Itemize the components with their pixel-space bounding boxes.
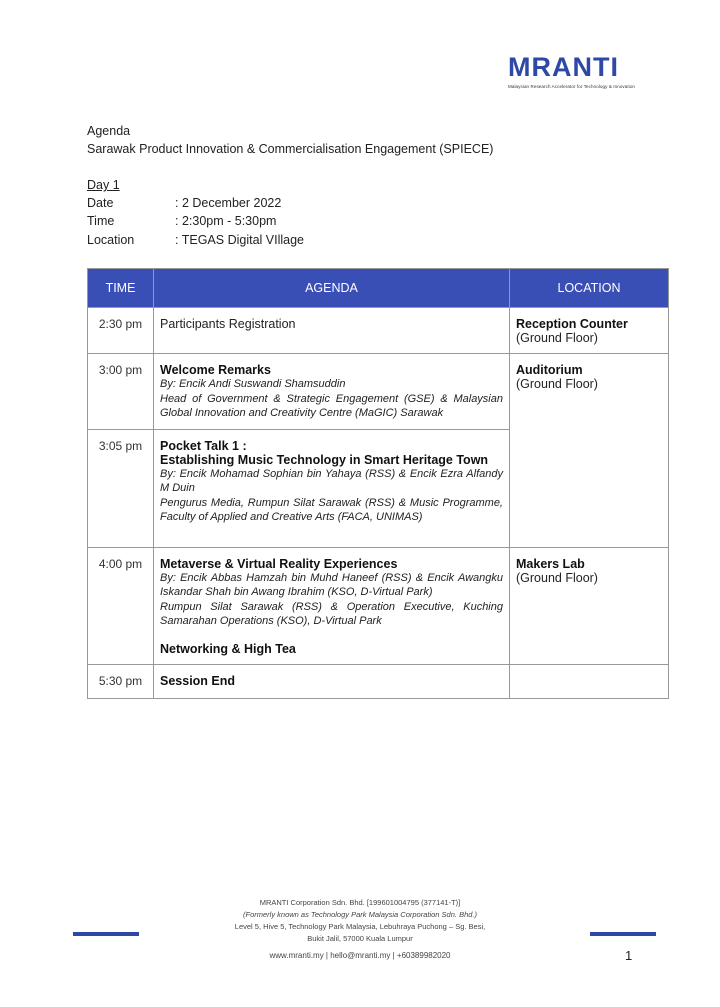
location-floor: (Ground Floor): [516, 377, 598, 391]
speaker-role: Pengurus Media, Rumpun Silat Sarawak (RSS) & Music Programme, Faculty of Applied and Creative Arts (FACA, UNIMAS): [160, 496, 503, 523]
location-name: Auditorium: [516, 363, 583, 377]
logo-wordmark: MRANTI: [508, 52, 619, 82]
speaker-role: Head of Government & Strategic Engagement (GSE) & Malaysian Global Innovation and Creativity Centre (MaGIC) Sarawak: [160, 392, 503, 419]
agenda-item-extra: Networking & High Tea: [160, 641, 296, 656]
location-name: Makers Lab: [516, 556, 585, 571]
page-number: 1: [625, 948, 633, 963]
agenda-item-title: Metaverse & Virtual Reality Experiences: [160, 556, 398, 571]
agenda-heading: Agenda: [87, 124, 131, 138]
agenda-table: [87, 268, 669, 699]
agenda-item-title: Pocket Talk 1 :: [160, 438, 247, 453]
agenda-item-title: Participants Registration: [160, 317, 296, 331]
row-time: 3:00 pm: [88, 354, 154, 430]
row-time: 5:30 pm: [88, 664, 154, 698]
footer-address-line1: Level 5, Hive 5, Technology Park Malaysia, Lebuhraya Puchong – Sg. Besi,: [234, 922, 486, 931]
agenda-item-title: Welcome Remarks: [160, 363, 271, 377]
row-time: 3:05 pm: [88, 429, 154, 547]
mranti-logo: [508, 52, 638, 89]
location-label: Location: [87, 233, 135, 247]
table-row: [88, 664, 669, 698]
day-label: Day 1: [87, 178, 120, 192]
location-value: : TEGAS Digital VIllage: [175, 233, 304, 247]
row-location: [510, 308, 669, 354]
row-location: [510, 547, 669, 664]
date-label: Date: [87, 196, 114, 210]
header-location: LOCATION: [510, 269, 669, 308]
row-location: [510, 354, 669, 548]
logo-tagline: Malaysian Research Accelerator for Technology & Innovation: [508, 84, 636, 89]
row-agenda: [154, 354, 510, 430]
footer-bar-left: [73, 932, 139, 936]
row-time: 2:30 pm: [88, 308, 154, 354]
time-value: : 2:30pm - 5:30pm: [175, 214, 277, 228]
agenda-item-title: Session End: [160, 673, 236, 688]
row-time: 4:00 pm: [88, 547, 154, 664]
location-floor: (Ground Floor): [516, 570, 598, 585]
table-row: [88, 308, 669, 354]
speaker: By: Encik Andi Suswandi Shamsuddin: [160, 378, 346, 390]
footer: [160, 897, 560, 962]
location-name: Reception Counter: [516, 317, 628, 331]
footer-address-line2: Bukit Jalil, 57000 Kuala Lumpur: [307, 934, 413, 943]
footer-bar-right: [590, 932, 656, 936]
row-agenda: [154, 308, 510, 354]
row-location: [510, 664, 669, 698]
event-title: Sarawak Product Innovation & Commercialisation Engagement (SPIECE): [87, 142, 494, 156]
row-agenda: [154, 547, 510, 664]
footer-company: MRANTI Corporation Sdn. Bhd. [199601004795 (377141-T)]: [259, 898, 461, 907]
time-label: Time: [87, 214, 115, 228]
table-row: [88, 547, 669, 664]
footer-formerly: (Formerly known as Technology Park Malaysia Corporation Sdn. Bhd.): [243, 910, 477, 919]
agenda-item-subtitle: Establishing Music Technology in Smart Heritage Town: [160, 452, 489, 467]
speaker: By: Encik Mohamad Sophian bin Yahaya (RSS) & Encik Ezra Alfandy M Duin: [160, 467, 503, 494]
row-agenda: [154, 429, 510, 547]
speaker-role: Rumpun Silat Sarawak (RSS) & Operation Executive, Kuching Samarahan Operations (KSO), D-Virtual Park: [160, 600, 503, 627]
header-time: TIME: [88, 269, 154, 308]
location-floor: (Ground Floor): [516, 331, 598, 345]
speaker: By: Encik Abbas Hamzah bin Muhd Haneef (RSS) & Encik Awangku Iskandar Shah bin Awang Ibrahim (KSO, D-Virtual Park): [160, 571, 503, 598]
date-value: : 2 December 2022: [175, 196, 282, 210]
footer-contact: www.mranti.my | hello@mranti.my | +60389982020: [269, 951, 451, 960]
table-row: [88, 354, 669, 430]
table-header-row: [88, 269, 669, 308]
row-agenda: [154, 664, 510, 698]
header-agenda: AGENDA: [154, 269, 510, 308]
